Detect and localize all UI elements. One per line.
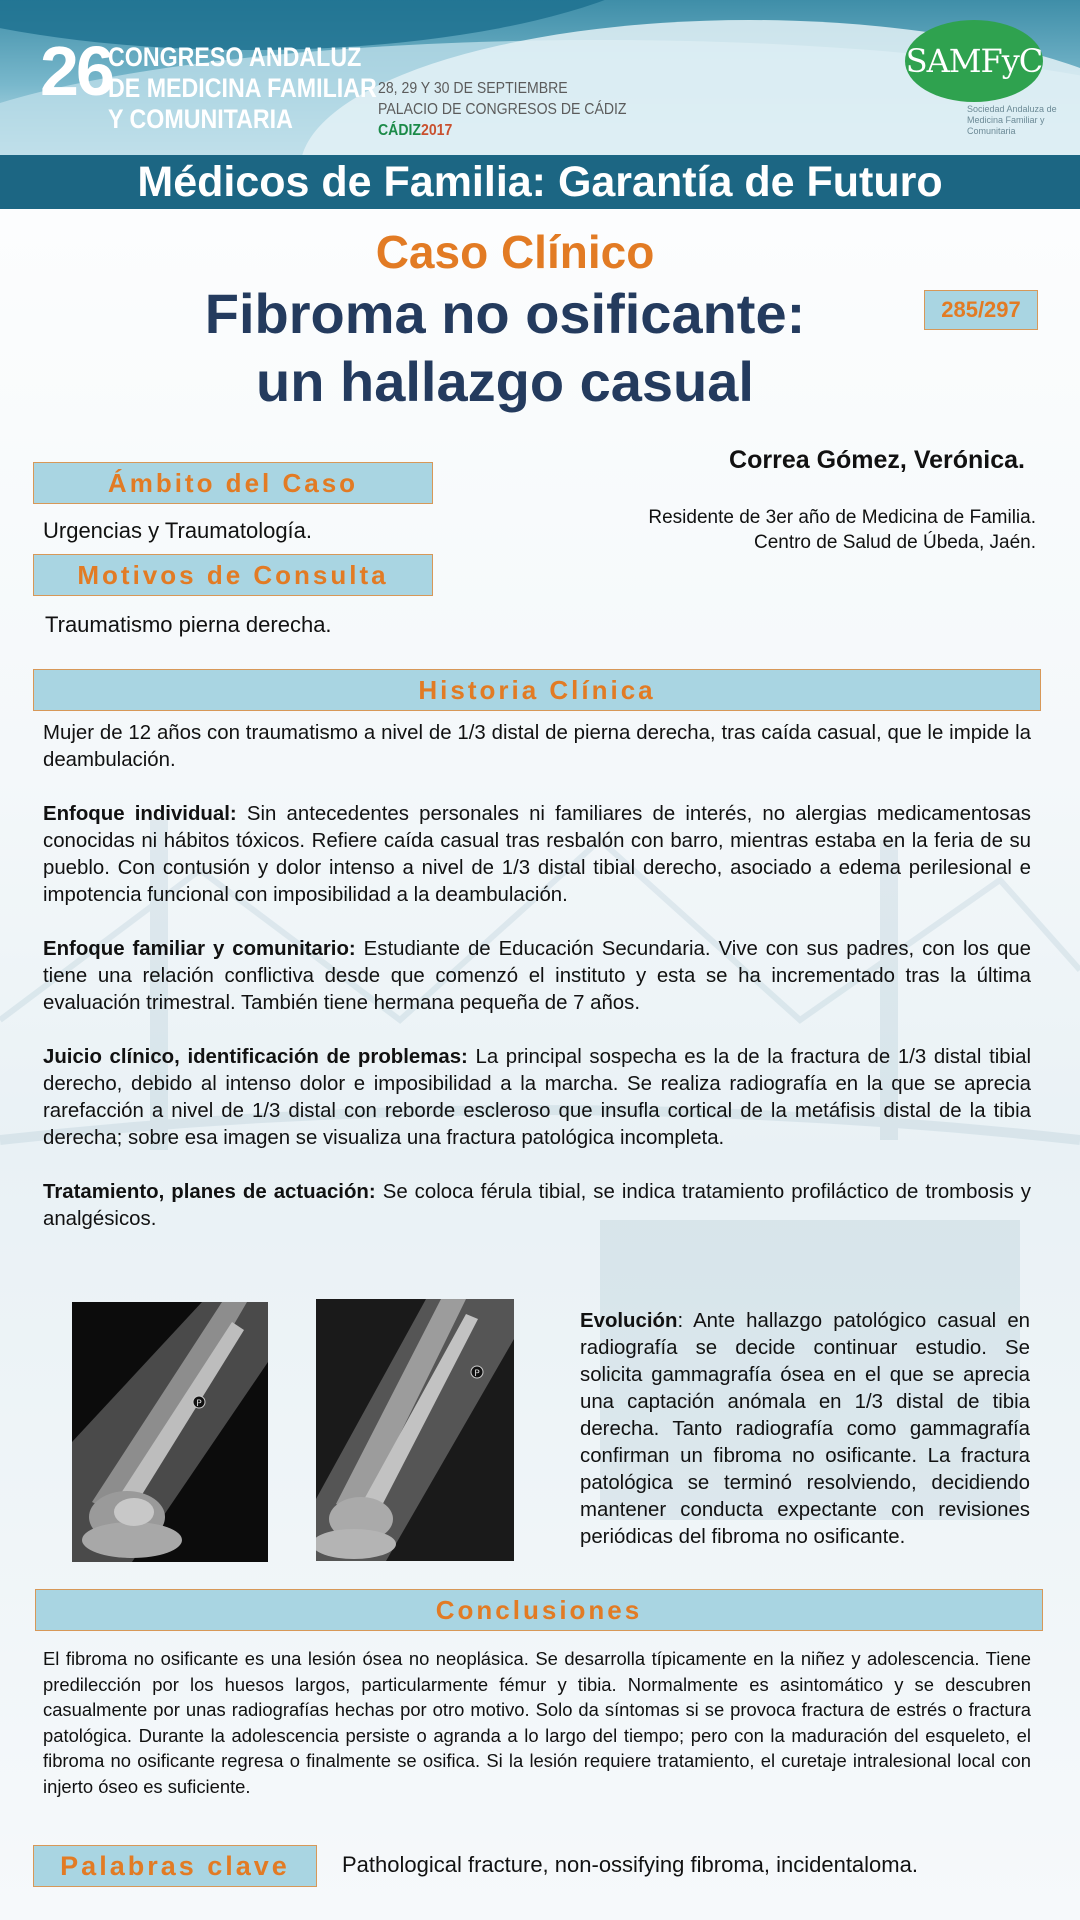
paragraph-text: Se coloca férula tibial, se indica tratamiento profiláctico de trombosis y analgésicos.: [43, 1181, 1031, 1230]
author-affiliation: [648, 505, 1036, 555]
xray-marker: P: [474, 1369, 480, 1379]
paragraph-label: Tratamiento, planes de actuación:: [43, 1181, 376, 1203]
congress-city: CÁDIZ: [378, 122, 422, 139]
enfoque-individual: [43, 801, 1031, 909]
xray-image-ap: [316, 1299, 514, 1561]
paragraph-text: : Ante hallazgo patológico casual en radiografía se decide continuar estudio. Se solicita gammagrafía ósea en el que se aprecia una captación anómala en 1/3 distal de tibia derecha. Tanto radiografía como gammagrafía confirman un fibroma no osificante. La fractura patológica se terminó resolviendo, decidiendo mantener conducta expectante con revisiones periódicas del fibroma no osificante.: [580, 1310, 1030, 1548]
historia-section-header: Historia Clínica: [33, 669, 1041, 711]
paragraph-label: Evolución: [580, 1310, 678, 1332]
historia-intro: Mujer de 12 años con traumatismo a nivel de 1/3 distal de pierna derecha, tras caída casual, que le impide la deambulación.: [43, 722, 1031, 771]
logo-text: SAMFyC: [905, 42, 1043, 80]
case-number-badge: 285/297: [924, 290, 1038, 330]
ambito-section-header: Ámbito del Caso: [33, 462, 433, 504]
congress-dates: 28, 29 Y 30 DE SEPTIEMBRE: [378, 80, 568, 97]
congress-city-year: [378, 120, 627, 141]
affiliation-line: Centro de Salud de Úbeda, Jaén.: [753, 532, 1036, 553]
conclusiones-text: El fibroma no osificante es una lesión ósea no neoplásica. Se desarrolla típicamente en la niñez y adolescencia. Tiene predilección por los huesos largos, particularmente fémur y tibia. Normalmente es asintomático y se descubren casualmente por unas radiografías hechas por otro motivo. Solo da síntomas si se provoca fractura de estrés o fractura patológica. Durante la adolescencia persiste o agranda a lo largo del tiempo; pero con la maduración del esqueleto, el fibroma no osificante regresa o finalmente se osifica. Si la lesión requiere tratamiento, el curetaje intralesional local con injerto óseo es suficiente.: [43, 1648, 1031, 1797]
motivos-text: Traumatismo pierna derecha.: [45, 612, 332, 637]
affiliation-line: Residente de 3er año de Medicina de Familia.: [648, 507, 1036, 528]
congress-title-line: Y COMUNITARIA: [108, 104, 293, 134]
congress-title-line: DE MEDICINA FAMILIAR: [108, 73, 377, 103]
congress-title-line: CONGRESO ANDALUZ: [108, 42, 362, 72]
congress-venue: PALACIO DE CONGRESOS DE CÁDIZ: [378, 101, 627, 118]
ambito-text: Urgencias y Traumatología.: [43, 518, 313, 543]
conclusiones-section-header: Conclusiones: [35, 1589, 1043, 1631]
palabras-clave-header: Palabras clave: [33, 1845, 317, 1887]
congress-year: 2017: [421, 122, 453, 139]
motivos-section-header: Motivos de Consulta: [33, 554, 433, 596]
enfoque-familiar: [43, 936, 1031, 1017]
motto-banner: [0, 155, 1080, 209]
case-type-heading: Caso Clínico: [375, 226, 655, 278]
paragraph-label: Juicio clínico, identificación de problemas:: [43, 1046, 468, 1068]
paragraph-text: La principal sospecha es la de la fractura de 1/3 distal tibial derecho, debido al intenso dolor e imposibilidad a la marcha. Se realiza radiografía en la que se aprecia rarefacción a nivel de 1/3 distal con reborde escleroso que insufla cortical de la metáfisis distal de la tibia derecha; sobre esa imagen se visualiza una fractura patológica incompleta.: [43, 1046, 1032, 1149]
samfyc-logo: [905, 20, 1057, 140]
case-title-line: un hallazgo casual: [256, 350, 754, 413]
paragraph-label: Enfoque familiar y comunitario:: [43, 938, 356, 960]
case-title-line: Fibroma no osificante:: [204, 282, 806, 345]
congress-dates-venue: [378, 78, 627, 141]
xray-image-lateral: [72, 1302, 268, 1562]
case-title: [0, 280, 1010, 416]
congress-title: [108, 42, 377, 135]
xray-illustration: [316, 1299, 514, 1561]
logo-subtitle: Sociedad Andaluza de Medicina Familiar y Comunitaria: [967, 104, 1057, 136]
historia-body: [43, 720, 1031, 1260]
paragraph-text: Sin antecedentes personales ni familiares de interés, no alergias medicamentosas conocidas ni hábitos tóxicos. Refiere caída casual tras resbalón con barro, mientras estaba en la feria de su pueblo. Con contusión y dolor intenso a nivel de 1/3 distal tibial derecho, asociado a edema perilesional e impotencia funcional con imposibilidad a la deambulación.: [43, 803, 1032, 906]
xray-marker: P: [196, 1399, 202, 1409]
motto-text: Médicos de Familia: Garantía de Futuro: [137, 158, 943, 206]
paragraph-text: Estudiante de Educación Secundaria. Vive con sus padres, con los que tiene una relación conflictiva desde que comenzó el instituto y esta se ha incrementado tras la última evaluación trimestral. También tiene hermana pequeña de 7 años.: [43, 938, 1031, 1014]
paragraph-label: Enfoque individual:: [43, 803, 237, 825]
congress-edition-number: 26: [40, 32, 112, 110]
xray-illustration: [72, 1302, 268, 1562]
evolucion-paragraph: [580, 1308, 1030, 1551]
tratamiento: [43, 1179, 1031, 1233]
congress-header: [0, 0, 1080, 155]
keywords-text: Pathological fracture, non-ossifying fibroma, incidentaloma.: [342, 1852, 918, 1877]
author-name: Correa Gómez, Verónica.: [729, 446, 1025, 474]
juicio-clinico: [43, 1044, 1031, 1152]
